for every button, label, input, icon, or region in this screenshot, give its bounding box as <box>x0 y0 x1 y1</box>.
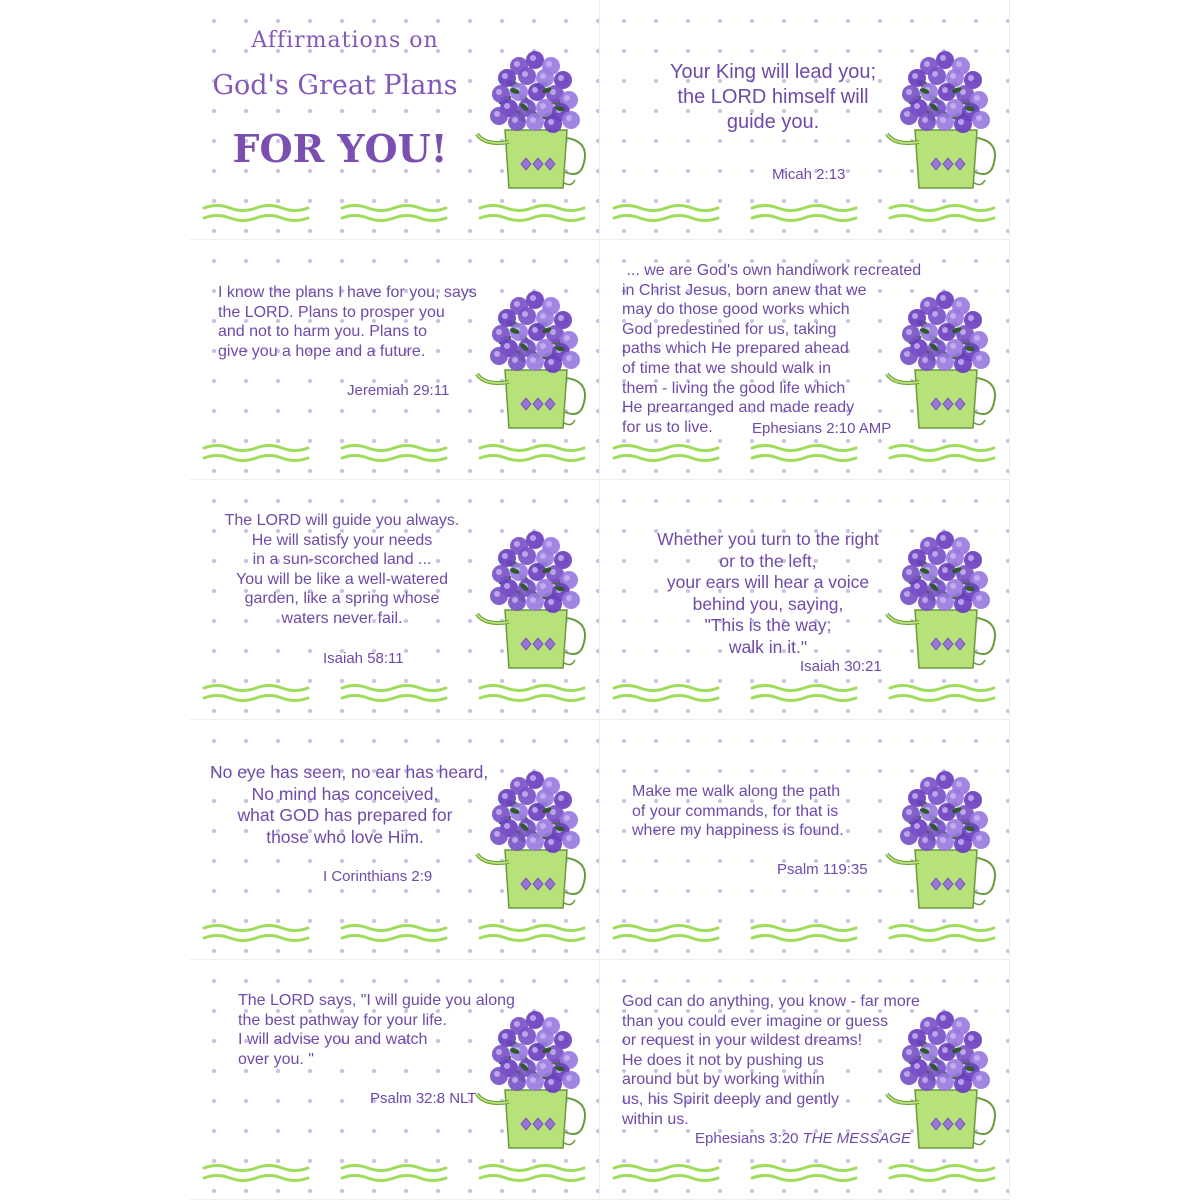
verse-text: I know the plans I have for you, says the LORD. Plans to prosper you and not to harm you. Plans to give you a hope and a future. <box>218 284 477 360</box>
verse-card <box>190 720 600 960</box>
verse-text: The LORD will guide you always. He will satisfy your needs in a sun-scorched land ... You will be like a well-watered garden, like a spring whose waters never fail. <box>224 512 460 627</box>
green-wave-decoration <box>190 1163 600 1185</box>
title-line-2: God's Great Plans <box>212 70 458 101</box>
verse-card <box>600 240 1010 480</box>
verse-text: God can do anything, you know - far more than you could ever imagine or guess or request in your wildest dreams! He does it not by pushing us around but by working within us, his Spirit deeply and gently within us. <box>622 993 920 1128</box>
green-wave-decoration <box>190 923 600 945</box>
hydrangea-watering-can-illustration <box>475 278 595 438</box>
green-wave-decoration <box>600 923 1010 945</box>
hydrangea-watering-can-illustration <box>475 998 595 1158</box>
verse-card <box>600 480 1010 720</box>
hydrangea-watering-can-illustration <box>475 38 595 198</box>
title-card <box>190 0 600 240</box>
green-wave-decoration <box>600 683 1010 705</box>
verse-card <box>600 720 1010 960</box>
green-wave-decoration <box>600 203 1010 225</box>
verse-reference: Jeremiah 29:11 <box>347 382 450 399</box>
hydrangea-watering-can-illustration <box>885 38 1005 198</box>
verse-reference: I Corinthians 2:9 <box>323 868 433 885</box>
hydrangea-watering-can-illustration <box>475 758 595 918</box>
verse-reference: Isaiah 30:21 <box>800 658 882 675</box>
verse-card <box>600 960 1010 1200</box>
hydrangea-watering-can-illustration <box>885 998 1005 1158</box>
verse-card <box>600 0 1010 240</box>
affirmation-card-sheet <box>190 0 1010 1200</box>
verse-card <box>190 480 600 720</box>
verse-reference: Ephesians 3:20 THE MESSAGE <box>695 1130 911 1147</box>
verse-text: Your King will lead you; the LORD himself will guide you. <box>669 61 877 133</box>
verse-text: No eye has seen, no ear has heard, No mind has conceived, what GOD has prepared for those who love Him. <box>210 762 489 847</box>
verse-reference: Psalm 32:8 NLT <box>370 1090 477 1107</box>
verse-card <box>190 960 600 1200</box>
verse-reference: Ephesians 2:10 AMP <box>752 420 892 437</box>
hydrangea-watering-can-illustration <box>885 518 1005 678</box>
title-line-1: Affirmations on <box>251 28 439 53</box>
hydrangea-watering-can-illustration <box>885 758 1005 918</box>
green-wave-decoration <box>600 443 1010 465</box>
verse-reference: Psalm 119:35 <box>777 861 868 878</box>
verse-reference: Micah 2:13 <box>772 166 846 183</box>
verse-reference: Isaiah 58:11 <box>323 650 404 667</box>
hydrangea-watering-can-illustration <box>885 278 1005 438</box>
verse-text: The LORD says, "I will guide you along the best pathway for your life. I will advise you and watch over you. " <box>238 992 515 1068</box>
green-wave-decoration <box>190 683 600 705</box>
title-line-3: FOR YOU! <box>232 126 448 171</box>
hydrangea-watering-can-illustration <box>475 518 595 678</box>
verse-text: ... we are God's own handiwork recreated in Christ Jesus, born anew that we may do those good works which God predestined for us, taking paths which He prepared ahead of time that we should walk in them - living the good life which He prearranged and made ready for us to live. <box>622 262 922 436</box>
verse-text: Whether you turn to the right or to the left, your ears will hear a voice behind you, saying, "This is the way; walk in it." <box>657 529 879 657</box>
green-wave-decoration <box>190 203 600 225</box>
verse-card <box>190 240 600 480</box>
verse-text: Make me walk along the path of your commands, for that is where my happiness is found. <box>632 783 844 840</box>
green-wave-decoration <box>600 1163 1010 1185</box>
green-wave-decoration <box>190 443 600 465</box>
